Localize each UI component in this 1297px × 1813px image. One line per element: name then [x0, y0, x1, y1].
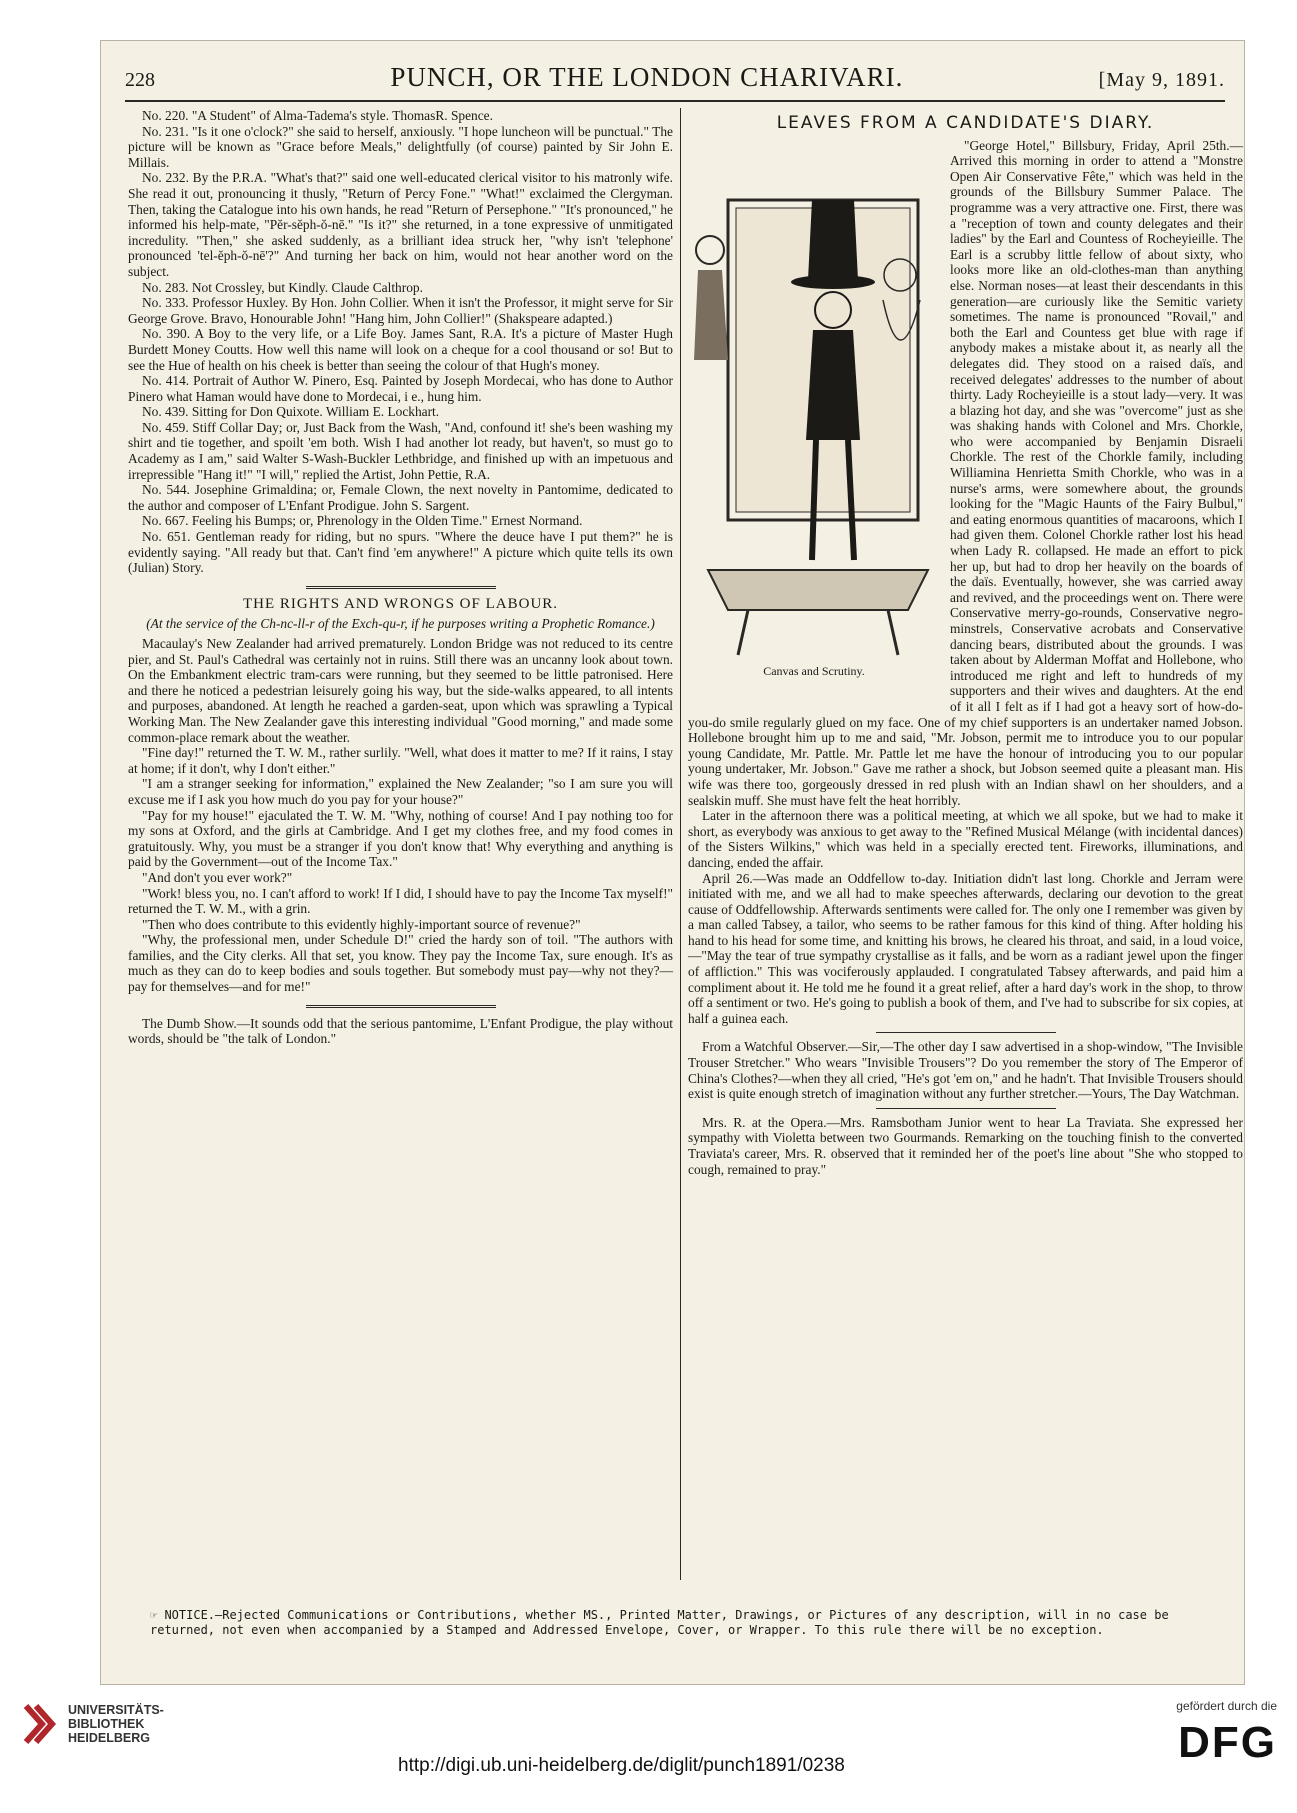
paragraph: "Then who does contribute to this evidently highly-important source of revenue?": [142, 916, 581, 932]
paragraph: Later in the afternoon there was a political meeting, at which we all spoke, but we had to make it short, as everybody was anxious to get away to the "Refined Musical Mélange (with incidental dances) of the Sisters Wilkins," which was held in a specially erected tent. Fireworks, illuminations, and dancing, ended the affair.: [688, 808, 1243, 870]
issue-date: [May 9, 1891.: [1098, 69, 1225, 91]
library-name: [68, 1703, 164, 1745]
paragraph: No. 283. Not Crossley, but Kindly. Claude Calthrop.: [142, 279, 423, 295]
paragraph: From a Watchful Observer.—Sir,—The other day I saw advertised in a shop-window, "The Invisible Trouser Stretcher." Who wears "Invisible Trousers"? Do you remember the story of The Emperor of China's Clothes?—when they all cried, "He's got 'em on," and he hadn't. That Invisible Trousers should exist is quite enough stretch of imagination without any further stretcher.—Yours, The Day Watchman.: [688, 1039, 1243, 1102]
paragraph: "Pay for my house!" ejaculated the T. W. M. "Why, nothing of course! And I pay nothing too for my sons at Oxford, and the girls at Cambridge. And I get my clothes free, and my food comes in gratuitously. Why, you must be a stranger if you don't know that! Why everything and anything is paid by the Government—out of the Income Tax.": [128, 807, 673, 870]
library-logo-icon: [22, 1698, 62, 1752]
section-divider: [876, 1032, 1056, 1033]
notice: ☞ NOTICE.—Rejected Communications or Contributions, whether MS., Printed Matter, Drawings, or Pictures of any description, will in no case be returned, not even when accompanied by a Stamped and Addressed Envelope, Cover, or Wrapper. To this rule there will be no exception.: [150, 1608, 1169, 1637]
paragraph: No. 390. A Boy to the very life, or a Life Boy. James Sant, R.A. It's a picture of Master Hugh Burdett Money Coutts. How well this name will look on a cheque for a cool thousand or so! But to see the Hue of health on his cheek is better than seeing the colour of that Hugh's money.: [128, 326, 673, 373]
paragraph: No. 333. Professor Huxley. By Hon. John Collier. When it isn't the Professor, it might serve for Sir George Grove. Bravo, Honourable John! "Hang him, John Collier!" (Shakspeare adapted.): [128, 295, 673, 326]
paragraph: "And don't you ever work?": [142, 869, 293, 885]
paragraph: No. 544. Josephine Grimaldina; or, Female Clown, the next novelty in Pantomime, dedicated to the author and composer of L'Enfant Prodigue. John S. Sargent.: [128, 482, 673, 513]
paragraph: "I am a stranger seeking for information," explained the New Zealander; "so I am sure you will excuse me if I ask you how much do you pay for your house?": [128, 776, 673, 807]
paragraph: "Why, the professional men, under Schedule D!" cried the hardy son of toil. "The authors with families, and the City clerks. All that set, you know. They pay the Income Tax, sure enough. It's as much as they can do to keep bodies and souls together. But somebody must pay—why not they?—pay for themselves—and for me!": [128, 932, 673, 995]
article-title: THE RIGHTS AND WRONGS OF LABOUR.: [242, 595, 559, 612]
paragraph: No. 232. By the P.R.A. "What's that?" said one well-educated clerical visitor to his matronly wife. She read it out, pronouncing it thusly, "Return of Percy Fone." "What!" exclaimed the Clergyman. Then, taking the Catalogue into his own hands, he read "Return of Persephone." "It's pronounced," he informed his help-mate, "Pĕr-sĕph-ŏ-nē." "Is it?" she returned, in a tone expressive of unmitigated incredulity. "Then," she asked suddenly, as a brilliant idea struck her, "why isn't 'telephone' pronounced 'tel-ĕph-ŏ-nē'?" And turning her back on him, would not hear another word on the subject.: [128, 170, 673, 279]
paragraph: Mrs. R. at the Opera.—Mrs. Ramsbotham Junior went to hear La Traviata. She expressed her sympathy with Violetta between two Gourmands. Remarking on the touching finish to the converted Traviata's career, Mrs. R. observed that it reminded her of the poet's line about "She who stopped to cough, remained to pray.": [688, 1114, 1243, 1177]
library-line: UNIVERSITÄTS-: [68, 1703, 164, 1717]
paragraph: "Fine day!" returned the T. W. M., rather surlily. "Well, what does it matter to me? If it rains, I stay at home; if it don't, why I don't either.": [128, 745, 673, 776]
paragraph: No. 231. "Is it one o'clock?" she said to herself, anxiously. "I hope luncheon will be punctual." The picture will be known as "Grace before Meals," delightfully (of course) painted by Sir John E. Millais.: [128, 123, 673, 170]
paragraph: The Dumb Show.—It sounds odd that the serious pantomime, L'Enfant Prodigue, the play without words, should be "the talk of London.": [128, 1015, 673, 1047]
right-column: [688, 108, 1243, 1177]
section-divider: [306, 1005, 496, 1008]
section-divider: [876, 1108, 1056, 1109]
paragraph: April 26.—Was made an Oddfellow to-day. Initiation didn't last long. Chorkle and Jerram were initiated with me, and we all had to make speeches afterwards, declaring our devotion to the great cause of Oddfellowship. Afterwards sentiments were called for. The only one I remember was given by a man called Tabsey, a tailor, who seems to be rather famous for this kind of thing. After holding his hand to his head for some time, and knitting his brows, he cleared his throat, and said, in a loud voice,—"May the tear of true sympathy crystallise as it falls, and be worn as a radiant jewel upon the finger of affliction." This was vociferously applauded. I congratulated Tabsey afterwards, and paid him a compliment about it. He told me he found it a great relief, after a hard day's work in the shop, to throw off a sentiment or two. He's going to publish a book of them, and I've had to subscribe for six copies, at half a guinea each.: [688, 870, 1243, 1026]
paragraph: No. 651. Gentleman ready for riding, but no spurs. "Where the deuce have I put them?" he is evidently saying. "All ready but that. Can't find 'em anywhere!" A picture which quite tells its own (Julian) Story.: [128, 529, 673, 576]
paragraph: "Work! bless you, no. I can't afford to work! If I did, I should have to pay the Income Tax myself!" returned the T. W. M., with a grin.: [128, 885, 673, 917]
paragraph: No. 667. Feeling his Bumps; or, Phrenology in the Olden Time." Ernest Normand.: [142, 513, 583, 529]
article-title: LEAVES FROM A CANDIDATE'S DIARY.: [776, 113, 1155, 133]
source-url-link[interactable]: http://digi.ub.uni-heidelberg.de/diglit/punch1891/0238: [398, 1755, 845, 1776]
paragraph: "George Hotel," Billsbury, Friday, April 25th.—Arrived this morning in order to attend a "Monstre Open Air Conservative Fête," which was held in the grounds of the Billsbury Summer Palace. The programme was a very attractive one. First, there was a "reception of town and county delegates and their ladies" by the Earl and Countess of Rocheyieille. The Earl is a scrubby little fellow of about sixty, who looks more like an old-clothes-man than anything else. Norman noses—at least their descendants in this generation—are curiously like the Semitic variety sometimes. The name is pronounced "Rovail," and both the Earl and Countess get blue with rage if anybody makes a mistake about it, as nearly all the delegates did. They stood on a raised daïs, and received delegates' addresses to the number of about thirty. Lady Rocheyieille is a stout lady—very. It was a blazing hot day, and she was "overcome" just as she was shaking hands with Colonel and Mrs. Chorkle, who were accompanied by Benjamin Disraeli Chorkle. The rest of the Chorkle family, including Williamina Henrietta Smith Chorkle, who was in a nurse's arms, were somewhere about, the grounds looking for the "Magic Haunts of the Fairy Bulbul," and eating enormous quantities of macaroons, which I had given them. Colonel Chorkle rather lost his head when Lady R. collapsed. He made an effort to pick her up, but had to drop her heavily on the boards of the daïs. Eventually, however, she was carried away and revived, and the proceedings went on. There were Conservative merry-go-rounds, Conservative negro-minstrels, Conservative acrobats and Conservative dancing bears, distributed about the grounds. I was taken about by Alderman Moffat and Hollebone, who introduced me right and left to hundreds of my supporters and their wives and daughters. At the end of it all I felt as if I had got a heavy sort of how-do-you-do smile regularly glued on my face. One of my chief supporters is an undertaker named Jobson. Hollebone brought him up to me and said, "Mr. Jobson, permit me to introduce you to our popular young Candidate, Mr. Pattle. Mr. Pattle let me have the honour of introducing you to our popular young undertaker, Mr. Jobson." Gave me rather a shock, but Jobson seemed quite a pleasant man. His wife was there too, gorgeously dressed in red plush with an Indian shawl on her shoulders, and a sealskin muff. She must have felt the heat horribly.: [688, 137, 1243, 808]
library-line: BIBLIOTHEK: [68, 1717, 145, 1731]
cartoon-drawing: [688, 140, 940, 660]
library-line: HEIDELBERG: [68, 1731, 150, 1745]
article-subtitle: (At the service of the Ch-nc-ll-r of the Exch-qu-r, if he purposes writing a Prophetic Romance.): [146, 616, 655, 632]
page-header: [125, 62, 1225, 98]
masthead-title: PUNCH, OR THE LONDON CHARIVARI.: [390, 62, 904, 92]
paragraph: No. 439. Sitting for Don Quixote. William E. Lockhart.: [142, 404, 440, 420]
illustration: [688, 140, 940, 700]
footer-bar: [0, 1690, 1297, 1813]
header-rule: [125, 100, 1225, 102]
paragraph: No. 220. "A Student" of Alma-Tadema's style. ThomasR. Spence.: [142, 108, 493, 123]
column-divider: [680, 108, 681, 1580]
page-number: 228: [125, 69, 155, 91]
illustration-caption: Canvas and Scrutiny.: [763, 663, 865, 678]
paragraph: No. 414. Portrait of Author W. Pinero, Esq. Painted by Joseph Mordecai, who has done to Author Pinero what Haman would have done to Mordecai, i e., hung him.: [128, 373, 673, 404]
section-divider: [306, 586, 496, 589]
paragraph: Macaulay's New Zealander had arrived prematurely. London Bridge was not reduced to its centre pier, and St. Paul's Cathedral was certainly not in ruins. Still there was an uncanny look about town. On the Embankment electric tram-cars were running, but they seemed to be little patronised. Here and there he noticed a pedestrian leisurely going his way, but the side-walks appeared, to all intents and purposes, abandoned. At length he reached a garden-seat, upon which was sprawling a Typical Working Man. The New Zealander gave this interesting individual "Good morning," and made some common-place remark about the weather.: [128, 636, 673, 745]
left-column: [128, 108, 673, 1047]
paragraph: No. 459. Stiff Collar Day; or, Just Back from the Wash, "And, confound it! she's been washing my shirt and tie together, and spoilt 'em both. Wish I had another lot ready, but haven't, so must go to Academy as I am," said Walter S-Wash-Buckler Lethbridge, and finished up with an impetuous and irrepressible "Hang it!" "I will," replied the Artist, John Pettie, R.A.: [128, 419, 673, 482]
funding-label: gefördert durch die: [1176, 1699, 1277, 1713]
dfg-logo: DFG: [1178, 1718, 1277, 1767]
